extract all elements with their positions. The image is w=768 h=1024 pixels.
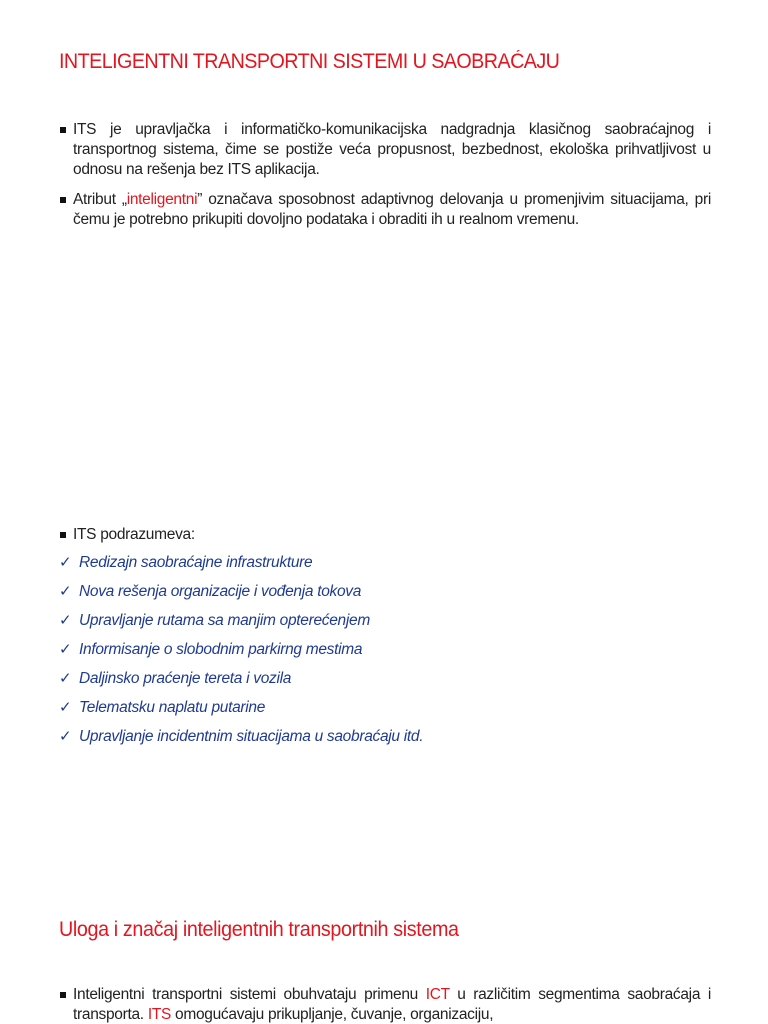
checkmark-icon: ✓ <box>59 641 72 658</box>
highlight-ict: ICT <box>425 986 450 1003</box>
list-item <box>59 640 423 669</box>
checkmark-icon: ✓ <box>59 583 72 600</box>
text-c: omogućavaju prikupljanje, čuvanje, organizaciju, <box>171 1006 494 1023</box>
paragraph-text <box>73 190 711 230</box>
list-item-text: Upravljanje rutama sa manjim opterećenjem <box>79 612 370 629</box>
highlight-inteligentni: inteligentni <box>126 191 198 208</box>
paragraph-its-includes <box>59 525 711 545</box>
checkmark-icon: ✓ <box>59 699 72 716</box>
bullet-square-icon <box>60 992 66 998</box>
checkmark-icon: ✓ <box>59 554 72 571</box>
list-item <box>59 611 423 640</box>
paragraph-text: ITS podrazumeva: <box>73 526 195 543</box>
bullet-square-icon <box>60 197 66 203</box>
checkmark-icon: ✓ <box>59 612 72 629</box>
text-before: Atribut „ <box>73 191 127 208</box>
highlight-its: ITS <box>147 1006 172 1023</box>
list-item <box>59 727 423 756</box>
its-checklist <box>59 553 423 756</box>
checkmark-icon: ✓ <box>59 728 72 745</box>
paragraph-text: ITS je upravljačka i informatičko-komunikacijska nadgradnja klasičnog saobraćajnog i transportnog sistema, čime se postiže veća propusnost, bezbednost, ekološka prihvatljivost u odnosu na rešenja bez ITS aplikacija. <box>73 121 711 178</box>
section-title-2: Uloga i značaj inteligentnih transportnih sistema <box>59 918 459 941</box>
bullet-square-icon <box>60 127 66 133</box>
text-b: u različitim segmentima saobraćaja i transporta. <box>73 986 711 1023</box>
text-after: ” označava sposobnost adaptivnog delovanja u promenjivim situacijama, pri čemu je potrebno prikupiti dovoljno podataka i obraditi ih u realnom vremenu. <box>73 191 711 228</box>
section-title: INTELIGENTNI TRANSPORTNI SISTEMI U SAOBRAĆAJU <box>59 50 560 73</box>
text-a: Inteligentni transportni sistemi obuhvataju primenu <box>73 986 426 1003</box>
paragraph-text <box>73 985 711 1024</box>
paragraph-ict <box>59 985 711 1024</box>
checkmark-icon: ✓ <box>59 670 72 687</box>
list-item-text: Informisanje o slobodnim parkirng mestima <box>79 641 363 658</box>
paragraph-its-definition <box>59 120 711 180</box>
list-item <box>59 698 423 727</box>
list-item <box>59 582 423 611</box>
list-item <box>59 553 423 582</box>
list-item-text: Telematsku naplatu putarine <box>79 699 266 716</box>
list-item-text: Nova rešenja organizacije i vođenja tokova <box>79 583 362 600</box>
list-item-text: Daljinsko praćenje tereta i vozila <box>79 670 292 687</box>
list-item <box>59 669 423 698</box>
paragraph-attribute <box>59 190 711 230</box>
bullet-square-icon <box>60 532 66 538</box>
list-item-text: Upravljanje incidentnim situacijama u saobraćaju itd. <box>79 728 424 745</box>
list-item-text: Redizajn saobraćajne infrastrukture <box>79 554 313 571</box>
